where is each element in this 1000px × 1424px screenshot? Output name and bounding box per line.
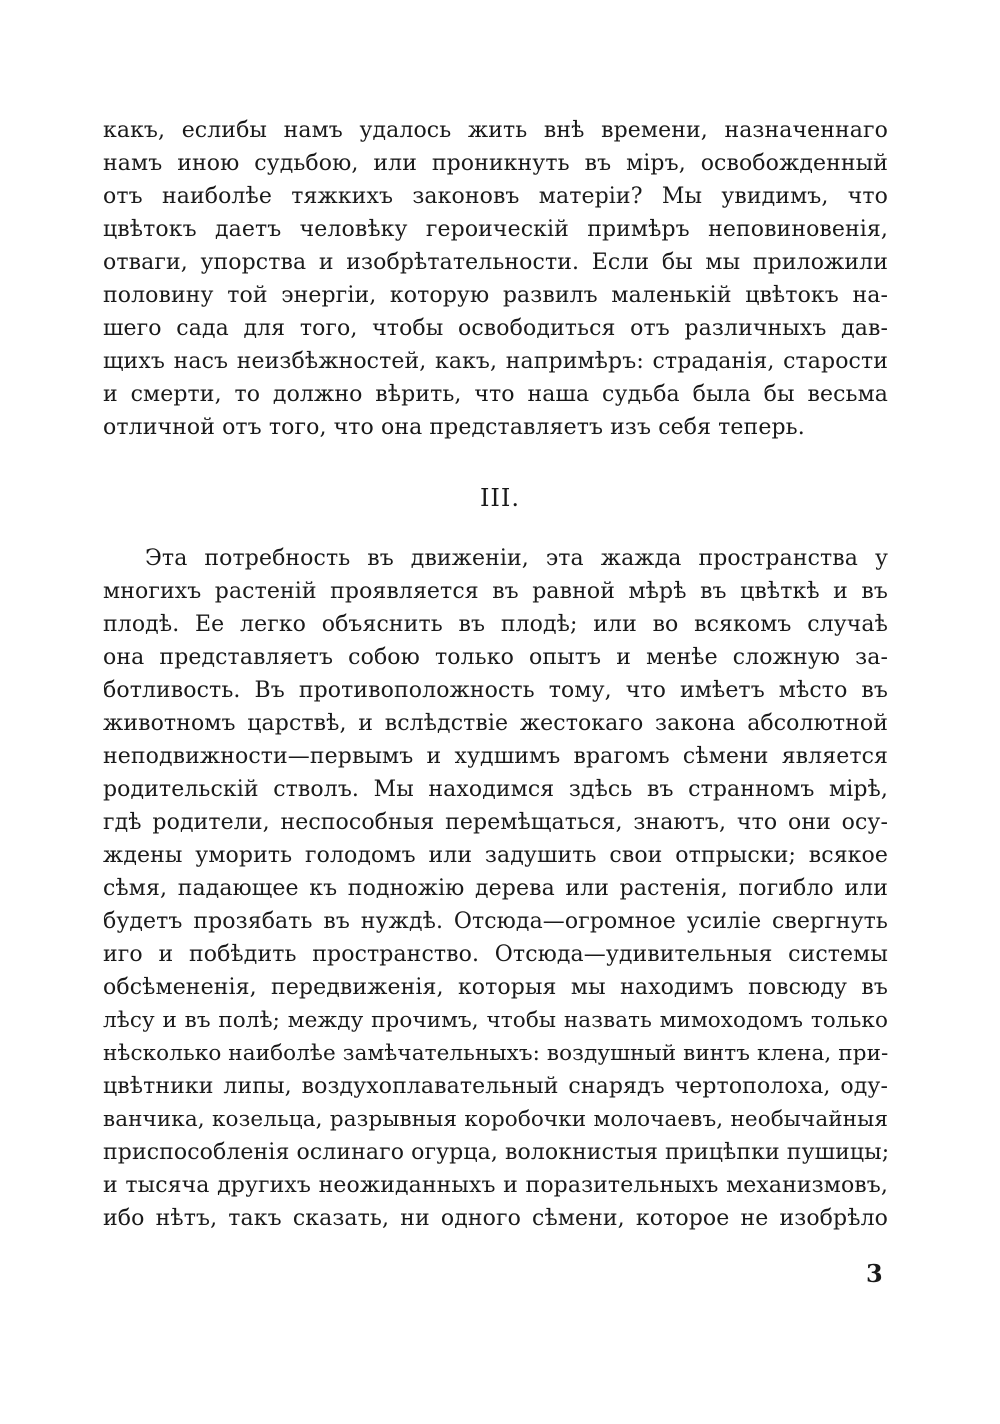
text-line: плодѣ. Ее легко объяснить въ плодѣ; или во всякомъ случаѣ xyxy=(103,612,888,637)
text-line: ждены уморить голодомъ или задушить свои отпрыски; всякое xyxy=(103,843,888,868)
text-line: Эта потребность въ движеніи, эта жажда пространства у xyxy=(145,546,888,571)
text-line: какъ, еслибы намъ удалось жить внѣ времени, назначеннаго xyxy=(103,118,888,143)
text-line: гдѣ родители, неспособныя перемѣщаться, знаютъ, что они осу- xyxy=(103,810,888,835)
text-line: иго и побѣдить пространство. Отсюда—удивительныя системы xyxy=(103,942,888,967)
text-line: цвѣтокъ даетъ человѣку героическій примѣръ неповиновенія, xyxy=(103,217,888,242)
text-line: намъ иною судьбою, или проникнуть въ міръ, освобожденный xyxy=(103,151,888,176)
text-line: обсѣмененія, передвиженія, которыя мы находимъ повсюду въ xyxy=(103,975,888,1000)
text-line: шего сада для того, чтобы освободиться отъ различныхъ дав- xyxy=(103,316,888,341)
text-line: приспособленія ослинаго огурца, волокнистыя прицѣпки пушицы; xyxy=(103,1140,890,1165)
text-line: отъ наиболѣе тяжкихъ законовъ матеріи? Мы увидимъ, что xyxy=(103,184,888,209)
text-line: ванчика, козельца, разрывныя коробочки молочаевъ, необычайныя xyxy=(103,1107,888,1132)
text-line: и тысяча другихъ неожиданныхъ и поразительныхъ механизмовъ, xyxy=(103,1173,888,1198)
text-line: ибо нѣтъ, такъ сказать, ни одного сѣмени, которое не изобрѣло xyxy=(103,1206,888,1231)
text-line: неподвижности—первымъ и худшимъ врагомъ сѣмени является xyxy=(103,744,888,769)
text-line: щихъ насъ неизбѣжностей, какъ, напримѣръ: страданія, старости xyxy=(103,349,888,374)
text-line: отличной отъ того, что она представляетъ изъ себя теперь. xyxy=(103,415,805,440)
text-line: будетъ прозябать въ нуждѣ. Отсюда—огромное усиліе свергнуть xyxy=(103,909,888,934)
text-line: лѣсу и въ полѣ; между прочимъ, чтобы назвать мимоходомъ только xyxy=(103,1008,888,1033)
text-line: нѣсколько наиболѣе замѣчательныхъ: воздушный винтъ клена, при- xyxy=(103,1041,889,1066)
text-line: животномъ царствѣ, и вслѣдствіе жестокаго закона абсолютной xyxy=(103,711,888,736)
text-line: ботливость. Въ противоположность тому, что имѣетъ мѣсто въ xyxy=(103,678,888,703)
text-line: и смерти, то должно вѣрить, что наша судьба была бы весьма xyxy=(103,382,888,407)
text-line: она представляетъ собою только опытъ и менѣе сложную за- xyxy=(103,645,888,670)
text-line: многихъ растеній проявляется въ равной мѣрѣ въ цвѣткѣ и въ xyxy=(103,579,888,604)
page-number: 3 xyxy=(866,1259,883,1288)
text-line: половину той энергіи, которую развилъ маленькій цвѣтокъ на- xyxy=(103,283,888,308)
text-line: сѣмя, падающее къ подножію дерева или растенія, погибло или xyxy=(103,876,888,901)
section-heading: III. xyxy=(479,484,521,512)
text-line: цвѣтники липы, воздухоплавательный снарядъ чертополоха, оду- xyxy=(103,1074,888,1099)
text-line: отваги, упорства и изобрѣтательности. Если бы мы приложили xyxy=(103,250,888,275)
text-line: родительскій стволъ. Мы находимся здѣсь въ странномъ мірѣ, xyxy=(103,777,888,802)
